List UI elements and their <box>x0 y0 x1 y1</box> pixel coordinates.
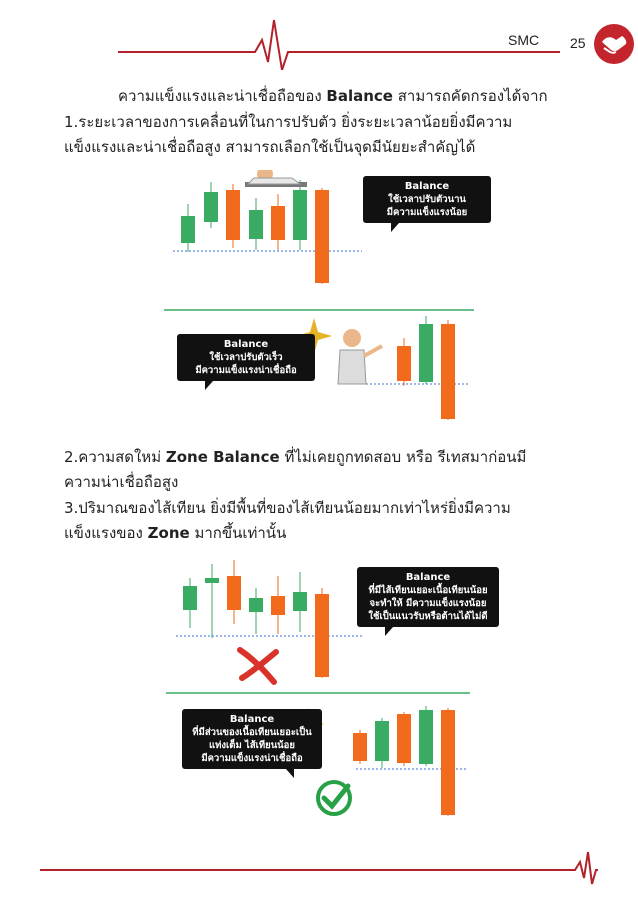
callout-title: Balance <box>405 572 451 583</box>
candle <box>375 721 389 761</box>
candle <box>226 190 240 240</box>
man-leaning-illustration <box>245 170 307 187</box>
candle <box>181 216 195 243</box>
figure-wick-size <box>0 558 638 828</box>
point-2-text-a: 2.ความสดใหม่ <box>64 448 166 466</box>
callout-title: Balance <box>404 181 450 192</box>
intro-line-1 <box>118 85 548 107</box>
callout-fast-balance <box>177 334 315 381</box>
candle <box>397 714 411 763</box>
intro-text-c: สามารถคัดกรองได้จาก <box>392 87 548 105</box>
callout-line: ใช้เวลาปรับตัวนาน <box>388 194 466 205</box>
point-3-term: Zone <box>147 524 190 542</box>
candle <box>419 324 433 382</box>
candles-slow <box>181 180 329 284</box>
handshake-icon <box>594 24 634 64</box>
candle <box>441 324 455 419</box>
point-2-line-2: ความน่าเชื่อถือสูง <box>64 473 179 491</box>
intro-balance-term: Balance <box>326 87 393 105</box>
x-mark-icon <box>240 650 276 682</box>
man-pointing-illustration <box>338 329 382 384</box>
candle <box>315 594 329 677</box>
candle <box>293 190 307 240</box>
candle <box>205 578 219 583</box>
page-number: 25 <box>570 35 586 51</box>
callout-title: Balance <box>229 714 275 725</box>
candle <box>183 586 197 610</box>
callout-line: มีความแข็งแรงน้อย <box>386 207 468 218</box>
candles-fast <box>397 316 455 420</box>
callout-title: Balance <box>223 339 269 350</box>
callout-line: แท่งเต็ม ไส้เทียนน้อย <box>209 740 295 751</box>
candle <box>249 210 263 239</box>
callout-line: มีความแข็งแรงน่าเชื่อถือ <box>201 753 303 764</box>
candle <box>249 598 263 612</box>
intro-line-2: 1.ระยะเวลาของการเคลื่อนที่ในการปรับตัว ยิ่งระยะเวลาน้อยยิ่งมีความ <box>64 113 513 131</box>
callout-line: จะทำให้ มีความแข็งแรงน้อย <box>369 598 487 609</box>
check-mark-icon <box>318 782 350 814</box>
candles-full-body <box>353 706 455 816</box>
candle <box>293 592 307 611</box>
point-3-line-2 <box>64 522 286 544</box>
intro-line-3: แข็งแรงและน่าเชื่อถือสูง สามารถเลือกใช้เป็นจุดมีนัยยะสำคัญได้ <box>64 138 476 156</box>
header-rule <box>0 0 638 70</box>
point-3-line-1: 3.ปริมาณของไส้เทียน ยิ่งมีพื้นที่ของไส้เทียนน้อยมากเท่าไหร่ยิ่งมีความ <box>64 499 511 517</box>
callout-slow-balance <box>363 176 491 223</box>
candle <box>419 710 433 764</box>
candle <box>271 596 285 615</box>
callout-wicky-balance <box>357 567 499 627</box>
callout-line: ที่มีส่วนของเนื้อเทียนเยอะเป็น <box>192 727 312 738</box>
callout-fullbody-balance <box>182 709 322 769</box>
footer-rule <box>0 848 638 888</box>
callout-line: มีความแข็งแรงน่าเชื่อถือ <box>195 365 297 376</box>
candle <box>315 190 329 283</box>
intro-text-a: ความแข็งแรงและน่าเชื่อถือของ <box>118 87 327 105</box>
point-3-text-a: แข็งแรงของ <box>64 524 148 542</box>
candle <box>397 346 411 381</box>
candle <box>441 710 455 815</box>
point-2-line-1 <box>64 446 526 468</box>
candle <box>271 206 285 240</box>
callout-line: ใช้เป็นแนวรับหรือต้านได้ไม่ดี <box>368 611 488 622</box>
point-3-text-c: มากขึ้นเท่านั้น <box>189 524 287 542</box>
candle <box>204 192 218 222</box>
callout-line: ใช้เวลาปรับตัวเร็ว <box>209 352 283 363</box>
point-2-text-c: ที่ไม่เคยถูกทดสอบ หรือ รีเทสมาก่อนมี <box>279 448 527 466</box>
candle <box>227 576 241 610</box>
section-title: SMC <box>508 32 540 48</box>
candle <box>353 733 367 761</box>
point-2-term: Zone Balance <box>165 448 280 466</box>
figure-time-adjustment <box>0 170 638 430</box>
callout-line: ที่มีไส้เทียนเยอะเนื้อเทียนน้อย <box>368 585 488 596</box>
